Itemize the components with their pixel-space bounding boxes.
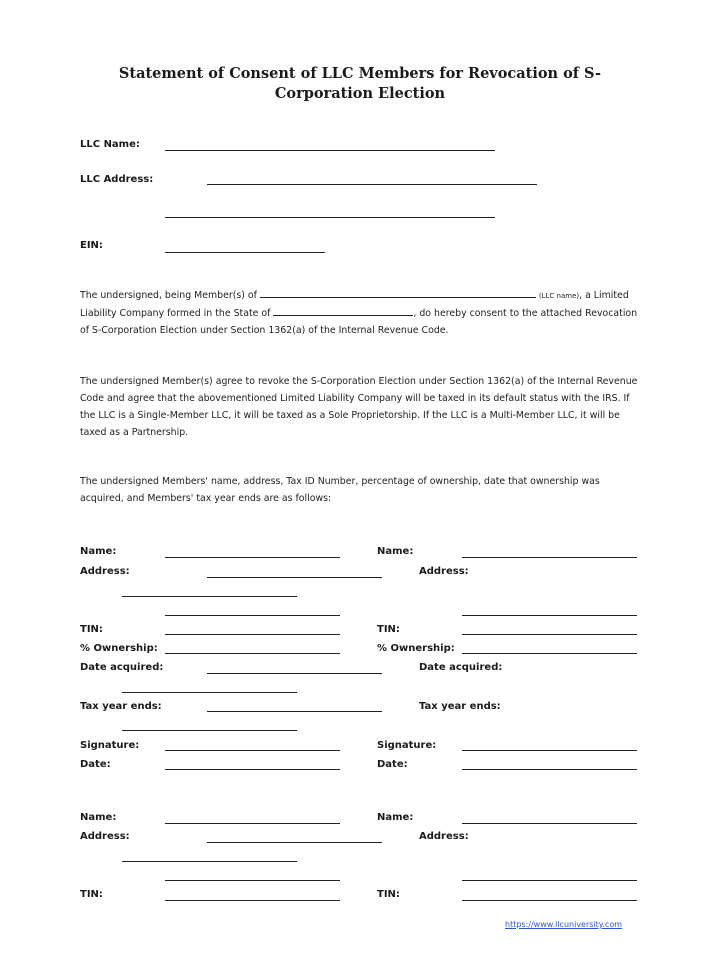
member4-tin-label: TIN: — [377, 889, 400, 900]
member2-signature-field[interactable] — [462, 750, 637, 751]
member3-address-field-1[interactable] — [207, 842, 382, 843]
document-title: Statement of Consent of LLC Members for Revocation of S-Corporation Election — [118, 65, 602, 102]
member4-address-field[interactable] — [462, 880, 637, 881]
member2-address-field[interactable] — [462, 615, 637, 616]
member1-tax-year-field[interactable] — [207, 711, 382, 712]
member1-date-acquired-field[interactable] — [207, 673, 382, 674]
member1-tin-field[interactable] — [165, 634, 340, 635]
member3-tin-label: TIN: — [80, 889, 103, 900]
member1-date-label: Date: — [80, 759, 111, 770]
member2-date-field[interactable] — [462, 769, 637, 770]
consent-text-prefix: The undersigned, being Member(s) of — [80, 290, 257, 301]
member1-address-field-1[interactable] — [207, 577, 382, 578]
llc-name-note: (LLC name) — [538, 292, 580, 300]
member2-name-label: Name: — [377, 546, 414, 557]
member2-signature-label: Signature: — [377, 740, 437, 751]
ein-label: EIN: — [80, 240, 103, 251]
member1-ownership-field[interactable] — [165, 653, 340, 654]
member1-address-field-2[interactable] — [122, 596, 297, 597]
member3-address-field-3[interactable] — [165, 880, 340, 881]
member2-tax-year-label: Tax year ends: — [419, 701, 501, 712]
llc-address-field-line1[interactable] — [207, 184, 537, 185]
llc-name-label: LLC Name: — [80, 139, 140, 150]
llc-address-label: LLC Address: — [80, 174, 154, 185]
member2-date-label: Date: — [377, 759, 408, 770]
member1-date-acquired-label: Date acquired: — [80, 662, 164, 673]
member1-address-field-3[interactable] — [165, 615, 340, 616]
member4-tin-field[interactable] — [462, 900, 637, 901]
member1-date-field[interactable] — [165, 769, 340, 770]
member1-address-label: Address: — [80, 566, 130, 577]
member-of-llc-blank[interactable] — [260, 287, 536, 298]
member2-tin-label: TIN: — [377, 624, 400, 635]
consent-text-suffix: , do hereby consent to the attached Revocation of S-Corporation Election under Section 1362(a) of the Internal Revenue Code. — [80, 308, 638, 336]
revocation-paragraph: The undersigned Member(s) agree to revoke the S-Corporation Election under Section 1362(a) of the Internal Revenue Code and agree that the abovementioned Limited Liability Company will be taxed in its default status with the IRS. If the LLC is a Single-Member LLC, it will be taxed as a Sole Proprietorship. If the LLC is a Multi-Member LLC, it will be taxed as a Partnership. — [80, 376, 638, 438]
member1-tax-year-field-2[interactable] — [122, 730, 297, 731]
member1-ownership-label: % Ownership: — [80, 643, 158, 654]
member2-ownership-field[interactable] — [462, 653, 637, 654]
member1-name-field[interactable] — [165, 557, 340, 558]
member2-ownership-label: % Ownership: — [377, 643, 455, 654]
member4-name-field[interactable] — [462, 823, 637, 824]
state-blank[interactable] — [273, 305, 413, 316]
member2-address-label: Address: — [419, 566, 469, 577]
llc-name-field[interactable] — [165, 150, 495, 151]
ein-field[interactable] — [165, 252, 325, 253]
member2-date-acquired-label: Date acquired: — [419, 662, 503, 673]
member3-name-label: Name: — [80, 812, 117, 823]
member3-name-field[interactable] — [165, 823, 340, 824]
member1-tax-year-label: Tax year ends: — [80, 701, 162, 712]
member1-signature-label: Signature: — [80, 740, 140, 751]
member3-address-label: Address: — [80, 831, 130, 842]
footer-link[interactable]: https://www.llcuniversity.com — [505, 920, 623, 929]
member3-address-field-2[interactable] — [122, 861, 297, 862]
consent-text-state: , a Limited Liability Company formed in the State of — [80, 290, 629, 319]
member1-tin-label: TIN: — [80, 624, 103, 635]
member2-name-field[interactable] — [462, 557, 637, 558]
member1-name-label: Name: — [80, 546, 117, 557]
consent-paragraph — [80, 287, 640, 339]
llc-address-field-line2[interactable] — [165, 217, 495, 218]
member1-date-acquired-field-2[interactable] — [122, 692, 297, 693]
member2-tin-field[interactable] — [462, 634, 637, 635]
member4-name-label: Name: — [377, 812, 414, 823]
member3-tin-field[interactable] — [165, 900, 340, 901]
member1-signature-field[interactable] — [165, 750, 340, 751]
member4-address-label: Address: — [419, 831, 469, 842]
members-info-paragraph: The undersigned Members' name, address, Tax ID Number, percentage of ownership, date that ownership was acquired, and Members' tax year ends are as follows: — [80, 476, 600, 504]
